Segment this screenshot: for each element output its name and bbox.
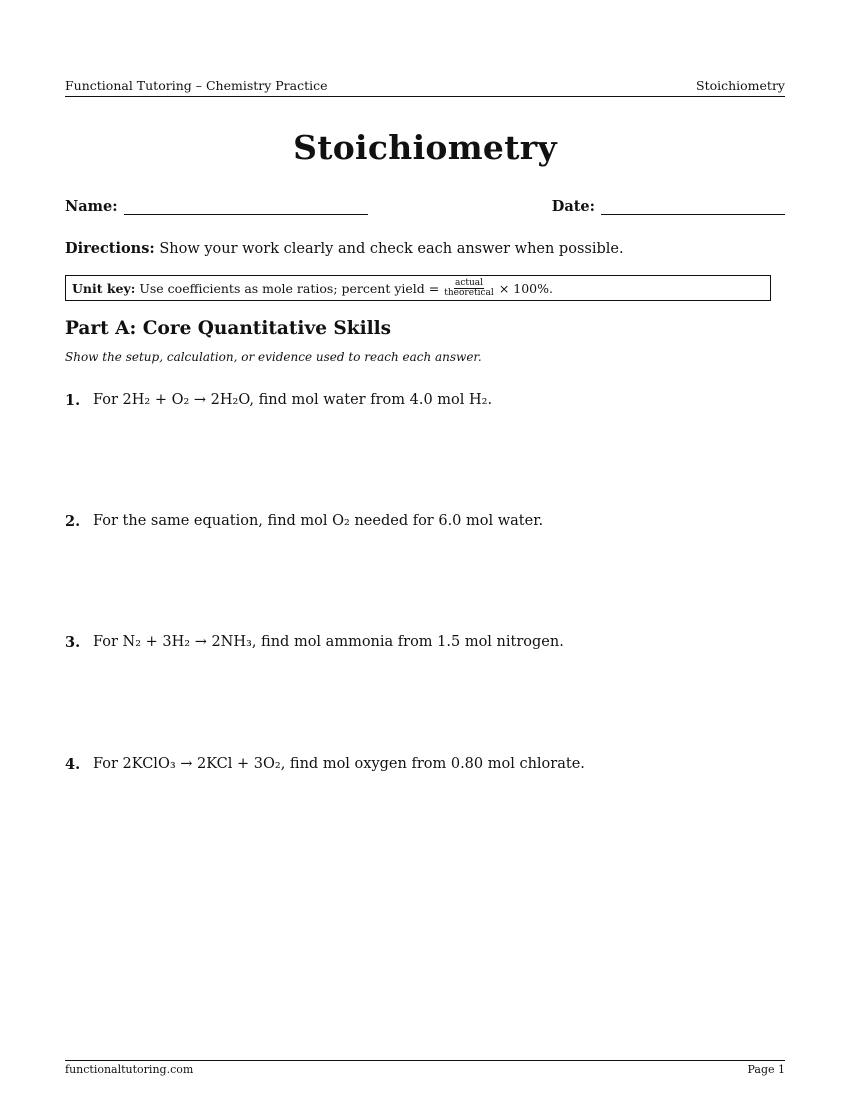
directions-label: Directions: [65, 240, 155, 257]
unit-key-box [65, 275, 771, 301]
question-4 [65, 756, 785, 773]
directions-text: Show your work clearly and check each answer when possible. [159, 241, 624, 257]
name-blank[interactable] [124, 200, 368, 215]
question-number: 1. [65, 392, 81, 409]
page-number: Page 1 [747, 1063, 785, 1076]
question-text: For 2H₂ + O₂ → 2H₂O, find mol water from 4.0 mol H₂. [93, 392, 493, 408]
unit-key-text-before: Use coefficients as mole ratios; percent yield = [139, 280, 440, 296]
date-field-group [552, 198, 785, 215]
running-footer [65, 1060, 785, 1076]
part-a-subtitle: Show the setup, calculation, or evidence used to reach each answer. [65, 350, 482, 364]
date-blank[interactable] [601, 200, 785, 215]
fraction-numerator: actual [454, 277, 484, 288]
running-header [65, 78, 785, 97]
unit-key-label: Unit key: [72, 280, 136, 296]
name-date-row [65, 198, 785, 218]
question-number: 2. [65, 513, 81, 530]
fraction-denominator: theoretical [444, 287, 494, 298]
name-label: Name: [65, 198, 118, 215]
unit-key-text-after: × 100%. [498, 280, 553, 296]
question-text: For N₂ + 3H₂ → 2NH₃, find mol ammonia from 1.5 mol nitrogen. [93, 634, 564, 650]
question-1 [65, 392, 785, 409]
question-number: 3. [65, 634, 81, 651]
header-right: Stoichiometry [696, 78, 785, 93]
percent-yield-fraction [443, 279, 495, 298]
date-label: Date: [551, 198, 595, 215]
worksheet-page [65, 0, 785, 1100]
footer-left: functionaltutoring.com [65, 1063, 194, 1076]
part-a-heading: Part A: Core Quantitative Skills [65, 318, 392, 339]
name-field-group [65, 198, 368, 215]
question-text: For the same equation, find mol O₂ needed for 6.0 mol water. [93, 513, 544, 529]
question-3 [65, 634, 785, 651]
header-left: Functional Tutoring – Chemistry Practice [65, 78, 328, 93]
question-text: For 2KClO₃ → 2KCl + 3O₂, find mol oxygen from 0.80 mol chlorate. [93, 756, 585, 772]
page-title: Stoichiometry [293, 128, 557, 167]
question-number: 4. [65, 756, 81, 773]
directions [65, 240, 785, 257]
question-2 [65, 513, 785, 530]
